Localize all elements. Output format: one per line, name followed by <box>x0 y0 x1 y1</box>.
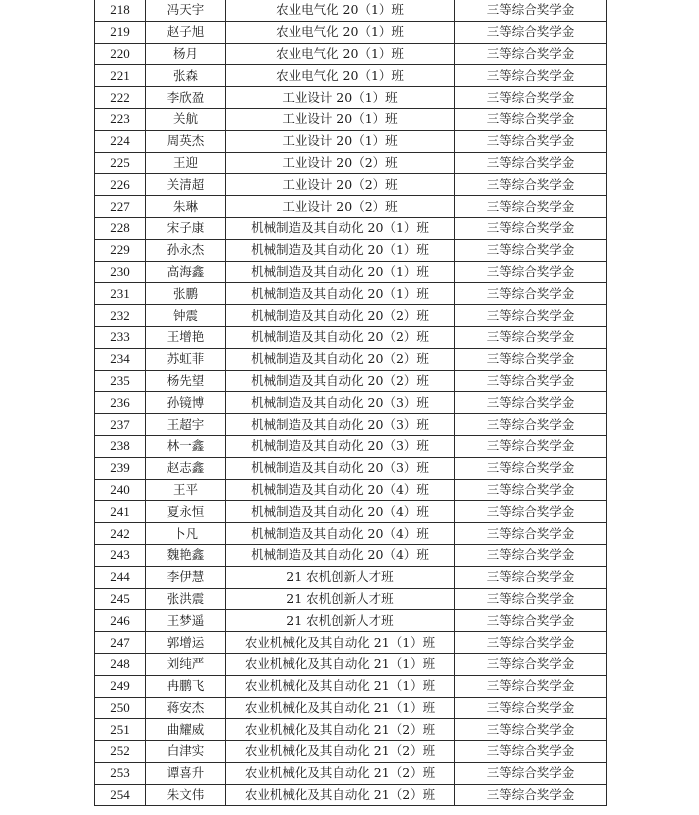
row-number-cell: 220 <box>95 43 146 65</box>
class-name-cell: 机械制造及其自动化 20（2）班 <box>226 348 455 370</box>
award-type-cell: 三等综合奖学金 <box>455 0 607 21</box>
student-name-cell: 谭喜升 <box>146 762 226 784</box>
student-name-cell: 孙镜博 <box>146 392 226 414</box>
table-row <box>95 348 607 370</box>
table-row <box>95 305 607 327</box>
award-type-cell: 三等综合奖学金 <box>455 305 607 327</box>
student-name-cell: 赵子旭 <box>146 21 226 43</box>
class-name-cell: 工业设计 20（2）班 <box>226 152 455 174</box>
student-name-cell: 李伊慧 <box>146 566 226 588</box>
student-name-cell: 李欣盈 <box>146 87 226 109</box>
award-type-cell: 三等综合奖学金 <box>455 130 607 152</box>
table-row <box>95 326 607 348</box>
class-name-cell: 机械制造及其自动化 20（2）班 <box>226 370 455 392</box>
student-name-cell: 白津实 <box>146 741 226 763</box>
student-name-cell: 张洪震 <box>146 588 226 610</box>
class-name-cell: 农业机械化及其自动化 21（1）班 <box>226 653 455 675</box>
student-name-cell: 宋子康 <box>146 217 226 239</box>
class-name-cell: 农业机械化及其自动化 21（1）班 <box>226 697 455 719</box>
row-number-cell: 232 <box>95 305 146 327</box>
table-row <box>95 261 607 283</box>
row-number-cell: 225 <box>95 152 146 174</box>
row-number-cell: 253 <box>95 762 146 784</box>
student-name-cell: 王平 <box>146 479 226 501</box>
class-name-cell: 农业机械化及其自动化 21（2）班 <box>226 762 455 784</box>
student-name-cell: 高海鑫 <box>146 261 226 283</box>
table-row <box>95 741 607 763</box>
row-number-cell: 231 <box>95 283 146 305</box>
row-number-cell: 241 <box>95 501 146 523</box>
award-list-sheet <box>94 0 606 806</box>
award-type-cell: 三等综合奖学金 <box>455 632 607 654</box>
class-name-cell: 工业设计 20（1）班 <box>226 130 455 152</box>
table-row <box>95 697 607 719</box>
row-number-cell: 221 <box>95 65 146 87</box>
student-name-cell: 苏虹菲 <box>146 348 226 370</box>
table-row <box>95 65 607 87</box>
award-type-cell: 三等综合奖学金 <box>455 544 607 566</box>
student-name-cell: 郭增运 <box>146 632 226 654</box>
table-row <box>95 544 607 566</box>
class-name-cell: 机械制造及其自动化 20（1）班 <box>226 283 455 305</box>
row-number-cell: 254 <box>95 784 146 806</box>
class-name-cell: 机械制造及其自动化 20（3）班 <box>226 414 455 436</box>
award-type-cell: 三等综合奖学金 <box>455 414 607 436</box>
student-name-cell: 杨先望 <box>146 370 226 392</box>
class-name-cell: 机械制造及其自动化 20（4）班 <box>226 479 455 501</box>
award-type-cell: 三等综合奖学金 <box>455 566 607 588</box>
award-type-cell: 三等综合奖学金 <box>455 741 607 763</box>
table-row <box>95 435 607 457</box>
row-number-cell: 250 <box>95 697 146 719</box>
award-table <box>94 0 607 806</box>
row-number-cell: 237 <box>95 414 146 436</box>
award-type-cell: 三等综合奖学金 <box>455 174 607 196</box>
award-type-cell: 三等综合奖学金 <box>455 479 607 501</box>
student-name-cell: 卜凡 <box>146 523 226 545</box>
table-row <box>95 675 607 697</box>
class-name-cell: 21 农机创新人才班 <box>226 610 455 632</box>
student-name-cell: 朱文伟 <box>146 784 226 806</box>
award-type-cell: 三等综合奖学金 <box>455 697 607 719</box>
award-type-cell: 三等综合奖学金 <box>455 435 607 457</box>
student-name-cell: 王超宇 <box>146 414 226 436</box>
award-type-cell: 三等综合奖学金 <box>455 588 607 610</box>
award-type-cell: 三等综合奖学金 <box>455 217 607 239</box>
table-row <box>95 0 607 21</box>
class-name-cell: 农业机械化及其自动化 21（1）班 <box>226 675 455 697</box>
row-number-cell: 235 <box>95 370 146 392</box>
award-table-body <box>95 0 607 806</box>
class-name-cell: 农业机械化及其自动化 21（2）班 <box>226 741 455 763</box>
table-row <box>95 174 607 196</box>
student-name-cell: 张森 <box>146 65 226 87</box>
class-name-cell: 机械制造及其自动化 20（3）班 <box>226 392 455 414</box>
table-row <box>95 392 607 414</box>
row-number-cell: 246 <box>95 610 146 632</box>
table-row <box>95 130 607 152</box>
student-name-cell: 赵志鑫 <box>146 457 226 479</box>
award-type-cell: 三等综合奖学金 <box>455 784 607 806</box>
row-number-cell: 252 <box>95 741 146 763</box>
award-type-cell: 三等综合奖学金 <box>455 65 607 87</box>
row-number-cell: 240 <box>95 479 146 501</box>
class-name-cell: 机械制造及其自动化 20（4）班 <box>226 501 455 523</box>
award-type-cell: 三等综合奖学金 <box>455 457 607 479</box>
class-name-cell: 工业设计 20（2）班 <box>226 196 455 218</box>
student-name-cell: 蒋安杰 <box>146 697 226 719</box>
table-row <box>95 370 607 392</box>
row-number-cell: 249 <box>95 675 146 697</box>
row-number-cell: 218 <box>95 0 146 21</box>
student-name-cell: 杨月 <box>146 43 226 65</box>
award-type-cell: 三等综合奖学金 <box>455 392 607 414</box>
table-row <box>95 479 607 501</box>
award-type-cell: 三等综合奖学金 <box>455 21 607 43</box>
award-type-cell: 三等综合奖学金 <box>455 326 607 348</box>
row-number-cell: 234 <box>95 348 146 370</box>
award-type-cell: 三等综合奖学金 <box>455 261 607 283</box>
row-number-cell: 247 <box>95 632 146 654</box>
row-number-cell: 223 <box>95 108 146 130</box>
class-name-cell: 机械制造及其自动化 20（2）班 <box>226 305 455 327</box>
class-name-cell: 机械制造及其自动化 20（4）班 <box>226 544 455 566</box>
class-name-cell: 机械制造及其自动化 20（1）班 <box>226 261 455 283</box>
row-number-cell: 233 <box>95 326 146 348</box>
table-row <box>95 196 607 218</box>
class-name-cell: 21 农机创新人才班 <box>226 566 455 588</box>
class-name-cell: 机械制造及其自动化 20（2）班 <box>226 326 455 348</box>
table-row <box>95 653 607 675</box>
row-number-cell: 242 <box>95 523 146 545</box>
award-type-cell: 三等综合奖学金 <box>455 719 607 741</box>
row-number-cell: 248 <box>95 653 146 675</box>
student-name-cell: 关航 <box>146 108 226 130</box>
row-number-cell: 228 <box>95 217 146 239</box>
class-name-cell: 农业电气化 20（1）班 <box>226 0 455 21</box>
award-type-cell: 三等综合奖学金 <box>455 762 607 784</box>
student-name-cell: 王梦遥 <box>146 610 226 632</box>
table-row <box>95 610 607 632</box>
student-name-cell: 林一鑫 <box>146 435 226 457</box>
award-type-cell: 三等综合奖学金 <box>455 108 607 130</box>
student-name-cell: 周英杰 <box>146 130 226 152</box>
class-name-cell: 工业设计 20（1）班 <box>226 108 455 130</box>
class-name-cell: 工业设计 20（1）班 <box>226 87 455 109</box>
row-number-cell: 238 <box>95 435 146 457</box>
student-name-cell: 魏艳鑫 <box>146 544 226 566</box>
row-number-cell: 226 <box>95 174 146 196</box>
table-row <box>95 239 607 261</box>
student-name-cell: 关清超 <box>146 174 226 196</box>
row-number-cell: 243 <box>95 544 146 566</box>
student-name-cell: 朱琳 <box>146 196 226 218</box>
row-number-cell: 230 <box>95 261 146 283</box>
award-type-cell: 三等综合奖学金 <box>455 43 607 65</box>
award-type-cell: 三等综合奖学金 <box>455 152 607 174</box>
student-name-cell: 张鹏 <box>146 283 226 305</box>
student-name-cell: 钟震 <box>146 305 226 327</box>
student-name-cell: 王迎 <box>146 152 226 174</box>
class-name-cell: 农业电气化 20（1）班 <box>226 65 455 87</box>
row-number-cell: 244 <box>95 566 146 588</box>
table-row <box>95 719 607 741</box>
row-number-cell: 239 <box>95 457 146 479</box>
class-name-cell: 机械制造及其自动化 20（3）班 <box>226 435 455 457</box>
row-number-cell: 229 <box>95 239 146 261</box>
class-name-cell: 21 农机创新人才班 <box>226 588 455 610</box>
table-row <box>95 784 607 806</box>
table-row <box>95 501 607 523</box>
award-type-cell: 三等综合奖学金 <box>455 87 607 109</box>
row-number-cell: 251 <box>95 719 146 741</box>
table-row <box>95 21 607 43</box>
student-name-cell: 夏永恒 <box>146 501 226 523</box>
row-number-cell: 222 <box>95 87 146 109</box>
award-type-cell: 三等综合奖学金 <box>455 370 607 392</box>
award-type-cell: 三等综合奖学金 <box>455 348 607 370</box>
class-name-cell: 农业机械化及其自动化 21（2）班 <box>226 719 455 741</box>
table-row <box>95 566 607 588</box>
class-name-cell: 农业机械化及其自动化 21（1）班 <box>226 632 455 654</box>
class-name-cell: 机械制造及其自动化 20（1）班 <box>226 239 455 261</box>
student-name-cell: 冉鹏飞 <box>146 675 226 697</box>
award-type-cell: 三等综合奖学金 <box>455 610 607 632</box>
award-type-cell: 三等综合奖学金 <box>455 653 607 675</box>
award-type-cell: 三等综合奖学金 <box>455 239 607 261</box>
row-number-cell: 219 <box>95 21 146 43</box>
award-type-cell: 三等综合奖学金 <box>455 523 607 545</box>
award-type-cell: 三等综合奖学金 <box>455 283 607 305</box>
table-row <box>95 217 607 239</box>
row-number-cell: 245 <box>95 588 146 610</box>
table-row <box>95 762 607 784</box>
row-number-cell: 227 <box>95 196 146 218</box>
class-name-cell: 农业电气化 20（1）班 <box>226 21 455 43</box>
table-row <box>95 283 607 305</box>
row-number-cell: 224 <box>95 130 146 152</box>
table-row <box>95 152 607 174</box>
table-row <box>95 87 607 109</box>
student-name-cell: 刘纯严 <box>146 653 226 675</box>
class-name-cell: 机械制造及其自动化 20（1）班 <box>226 217 455 239</box>
student-name-cell: 冯天宇 <box>146 0 226 21</box>
table-row <box>95 523 607 545</box>
table-row <box>95 108 607 130</box>
table-row <box>95 632 607 654</box>
table-row <box>95 414 607 436</box>
student-name-cell: 孙永杰 <box>146 239 226 261</box>
row-number-cell: 236 <box>95 392 146 414</box>
class-name-cell: 机械制造及其自动化 20（4）班 <box>226 523 455 545</box>
student-name-cell: 王增艳 <box>146 326 226 348</box>
award-type-cell: 三等综合奖学金 <box>455 675 607 697</box>
table-row <box>95 588 607 610</box>
student-name-cell: 曲耀威 <box>146 719 226 741</box>
award-type-cell: 三等综合奖学金 <box>455 501 607 523</box>
table-row <box>95 43 607 65</box>
table-row <box>95 457 607 479</box>
class-name-cell: 农业电气化 20（1）班 <box>226 43 455 65</box>
class-name-cell: 机械制造及其自动化 20（3）班 <box>226 457 455 479</box>
award-type-cell: 三等综合奖学金 <box>455 196 607 218</box>
class-name-cell: 工业设计 20（2）班 <box>226 174 455 196</box>
class-name-cell: 农业机械化及其自动化 21（2）班 <box>226 784 455 806</box>
